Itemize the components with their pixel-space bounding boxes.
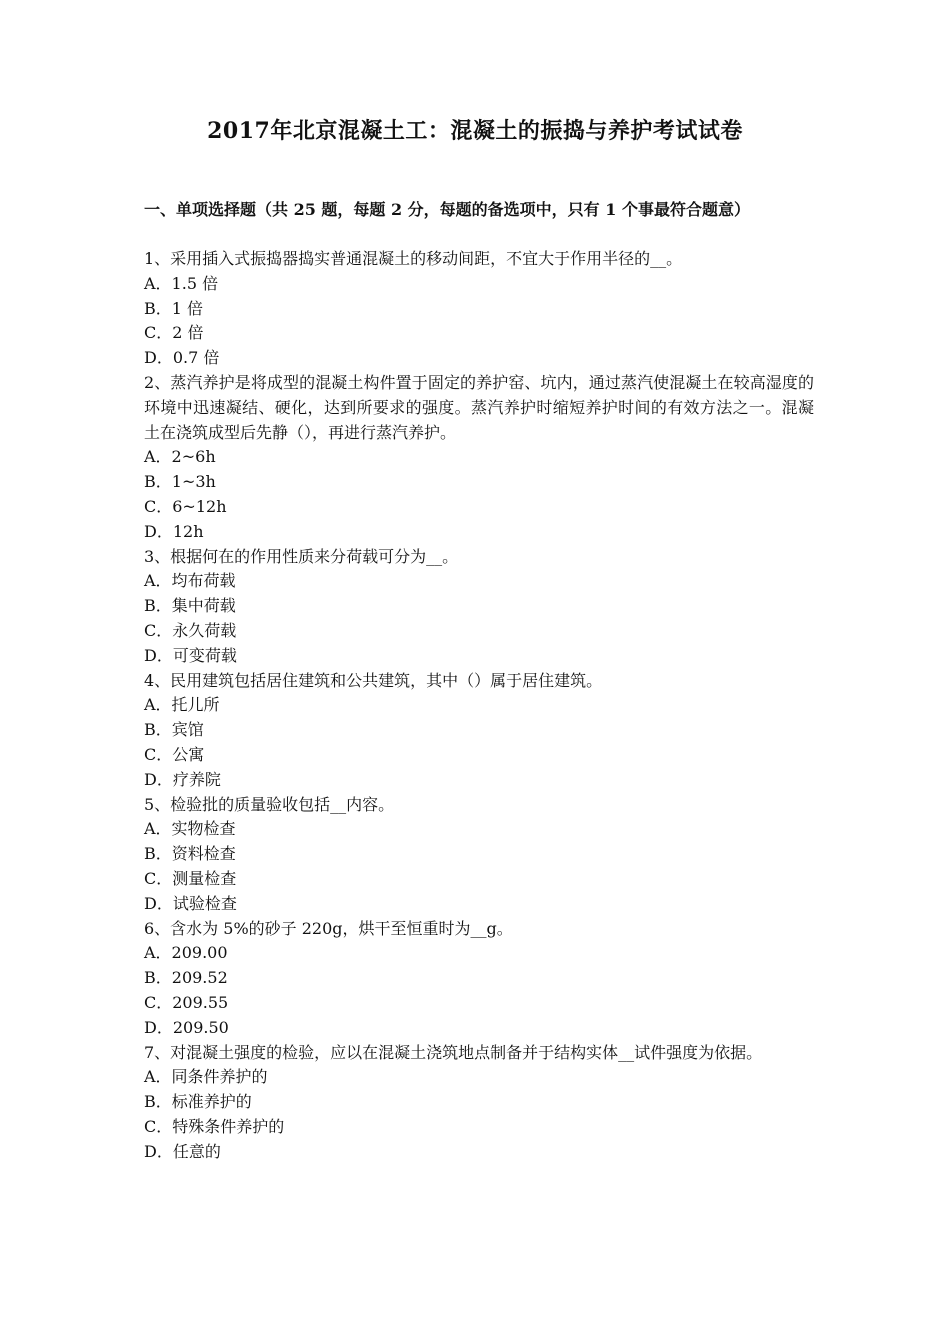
option-a: A．托儿所 [144,695,220,715]
section-heading: 一、单项选择题（共 25 题，每题 2 分，每题的备选项中，只有 1 个事最符合题意） [144,200,750,219]
question-stem: 7、对混凝土强度的检验，应以在混凝土浇筑地点制备并于结构实体__试件强度为依据。 [144,1042,763,1062]
question-1 [144,247,814,371]
option-b: B．1 倍 [144,298,204,318]
option-a: A．实物检查 [144,819,236,839]
option-d: D．可变荷载 [144,645,237,665]
option-b: B．1~3h [144,472,216,492]
option-d: D．209.50 [144,1017,229,1037]
question-stem: 1、采用插入式振捣器捣实普通混凝土的移动间距，不宜大于作用半径的__。 [144,249,683,268]
question-stem: 5、检验批的质量验收包括__内容。 [144,794,395,814]
option-b: B．资料检查 [144,844,236,864]
option-c: C．6~12h [144,496,227,516]
option-d: D．任意的 [144,1141,221,1161]
option-c: C．209.55 [144,992,229,1012]
option-a: A．2~6h [144,447,216,467]
option-b: B．209.52 [144,968,228,988]
question-2 [144,371,814,545]
option-d: D．0.7 倍 [144,348,220,368]
question-stem: 3、根据何在的作用性质来分荷载可分为__。 [144,546,459,566]
option-d: D．试验检查 [144,893,237,913]
option-c: C．永久荷载 [144,620,237,640]
question-3 [144,545,814,669]
option-c: C．测量检查 [144,868,237,888]
question-7 [144,1041,814,1165]
question-list [144,247,814,1164]
question-6 [144,917,814,1041]
option-c: C．公寓 [144,744,205,764]
question-stem: 2、蒸汽养护是将成型的混凝土构件置于固定的养护窑、坑内，通过蒸汽使混凝土在较高湿度的环境中迅速凝结、硬化，达到所要求的强度。蒸汽养护时缩短养护时间的有效方法之一。混凝土在浇筑成型后先静（），再进行蒸汽养护。 [144,372,814,442]
document-title: 2017年北京混凝土工：混凝土的振捣与养护考试试卷 [207,118,743,144]
option-c: C．特殊条件养护的 [144,1116,285,1136]
option-a: A．均布荷载 [144,571,236,591]
question-stem: 4、民用建筑包括居住建筑和公共建筑，其中（）属于居住建筑。 [144,670,603,690]
question-4 [144,669,814,793]
option-a: A．同条件养护的 [144,1067,268,1087]
option-b: B．宾馆 [144,720,204,740]
option-b: B．集中荷载 [144,596,236,616]
option-d: D．12h [144,521,204,541]
question-5 [144,793,814,917]
option-b: B．标准养护的 [144,1092,252,1112]
option-c: C．2 倍 [144,323,204,343]
option-d: D．疗养院 [144,769,221,789]
question-stem: 6、含水为 5%的砂子 220g，烘干至恒重时为__g。 [144,918,513,938]
option-a: A．1.5 倍 [144,273,219,293]
option-a: A．209.00 [144,943,228,963]
